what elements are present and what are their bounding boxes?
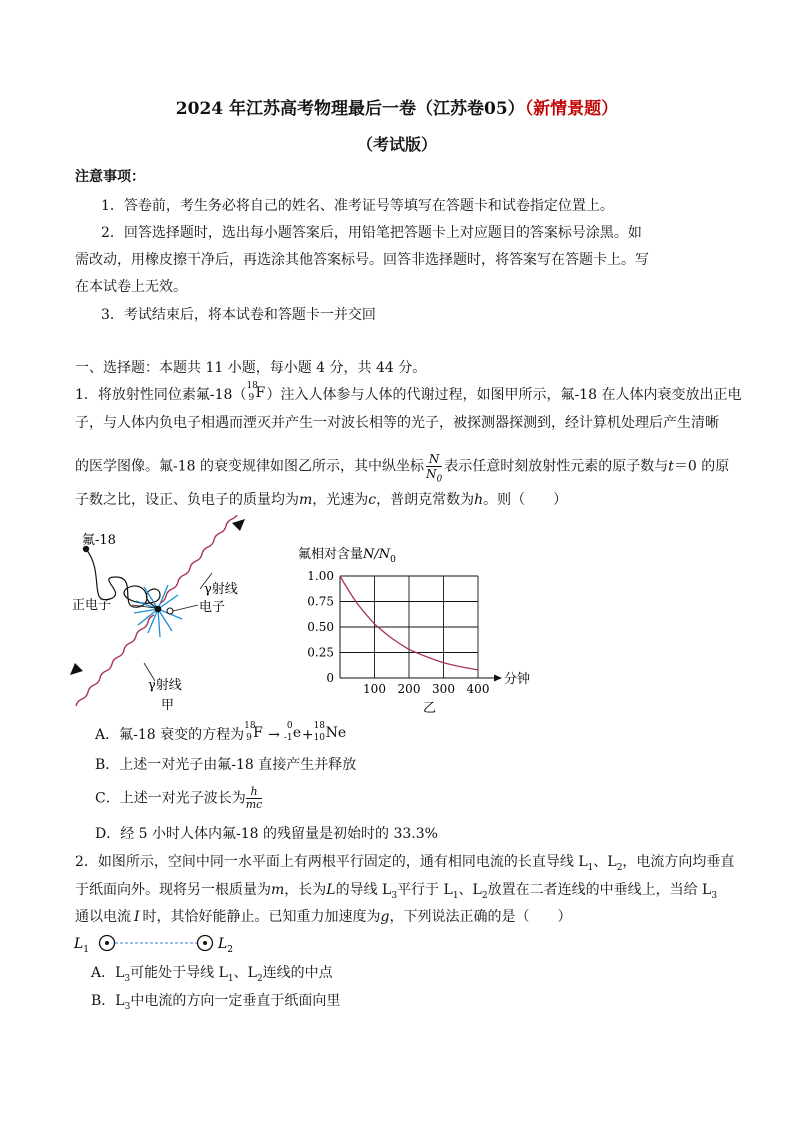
y-tick-label: 0.50 xyxy=(307,620,334,634)
q2-option-b[interactable] xyxy=(91,990,340,1010)
q2-line-2-text-f: 放置在二者连线的中垂线上，当给 L xyxy=(487,882,712,898)
label-gamma-bottom: γ射线 xyxy=(148,678,182,693)
q1-line-4-text-b: ，光速为 xyxy=(312,492,369,508)
chart-xlabel: 分钟 xyxy=(504,672,531,687)
nuclide-fluorine-eq xyxy=(244,721,264,743)
label-fluorine: 氟-18 xyxy=(82,533,116,548)
y-tick-label: 0.75 xyxy=(307,594,334,609)
nuclide-charge: -1 xyxy=(283,733,293,743)
fraction-h-over-mc xyxy=(246,786,263,811)
sub-3: 3 xyxy=(711,890,718,901)
q1-line-4-text-d: ，普朗克常数为 xyxy=(376,492,475,508)
nuclide-charge: 9 xyxy=(248,393,255,403)
sub-2: 2 xyxy=(616,862,623,873)
fraction-numerator: N xyxy=(426,452,442,467)
figure-annihilation xyxy=(60,515,280,720)
q2-option-a-text-4: 连线的中点 xyxy=(262,965,333,981)
label-l1-letter: L xyxy=(74,936,84,952)
gamma-arrow-up xyxy=(232,519,245,531)
q1-var-t: t xyxy=(668,458,674,475)
q2-line-2-text-a: 于纸面向外。现将另一根质量为 xyxy=(75,882,271,898)
wire-l1-dot xyxy=(105,941,109,945)
q1-option-c-text: C．上述一对光子波长为 xyxy=(95,790,246,807)
q1-option-a-text: A．氟-18 衰变的方程为 xyxy=(95,727,245,743)
notice-item-2-line-1: 2．回答选择题时，选出每小题答案后，用铅笔把答题卡上对应题目的答案标号涂黑。如 xyxy=(101,225,642,241)
nuclide-symbol: e xyxy=(292,725,302,741)
fraction-n-over-n0 xyxy=(426,452,443,485)
notice-item-2-line-2: 需改动，用橡皮擦干净后，再选涂其他答案标号。回答非选择题时，将答案写在答题卡上。写 xyxy=(75,252,649,268)
q2-line-2-text-b: ，长为 xyxy=(284,882,327,898)
q1-line-1 xyxy=(75,381,742,404)
fraction-denominator xyxy=(426,467,443,485)
nuclide-charge: 9 xyxy=(246,733,252,743)
nuclide-symbol: F xyxy=(255,385,266,401)
x-tick-label: 100 xyxy=(363,682,386,696)
q2-option-a[interactable] xyxy=(91,962,333,982)
notice-item-2-line-3: 在本试卷上无效。 xyxy=(75,279,187,295)
nuclide-mass: 18 xyxy=(313,721,326,731)
q2-line-2 xyxy=(75,879,717,899)
fraction-denominator-n: N xyxy=(426,467,437,481)
q2-line-1-text-b: 、L xyxy=(593,854,617,870)
label-l2-letter: L xyxy=(218,936,228,952)
label-l2 xyxy=(217,936,233,955)
q2-option-a-text-2: 可能处于导线 L xyxy=(130,965,228,981)
q1-var-c: c xyxy=(368,492,377,508)
q1-line-3-text-b: 表示任意时刻放射性元素的原子数与 xyxy=(444,458,669,475)
chart-title-prefix: 氟相对含量 xyxy=(298,547,364,562)
y-tick-label: 0 xyxy=(326,671,334,685)
q1-line-4 xyxy=(75,489,567,509)
q2-line-2-text-e: 、L xyxy=(458,882,482,898)
fraction-denominator-sub: 0 xyxy=(436,474,443,485)
nuclide-mass: 18 xyxy=(244,721,256,731)
nuclide-mass: 0 xyxy=(286,721,293,731)
q1-option-c[interactable] xyxy=(95,786,262,811)
q1-var-h: h xyxy=(474,492,484,508)
q1-var-m: m xyxy=(299,492,313,508)
chart-ticks xyxy=(307,569,489,696)
q1-line-4-text-a: 子数之比，设正、负电子的质量均为 xyxy=(75,492,299,508)
chart-title-sub: 0 xyxy=(390,555,396,565)
q1-line-1-text-a: 1．将放射性同位素氟-18（ xyxy=(75,387,247,403)
q2-option-b-text-2: 中电流的方向一定垂直于纸面向里 xyxy=(130,993,341,1009)
reaction-plus: + xyxy=(301,727,314,743)
q1-line-3 xyxy=(75,452,730,485)
q2-line-1-text-c: ，电流方向均垂直 xyxy=(622,854,735,870)
label-l2-sub: 2 xyxy=(227,945,234,955)
q2-line-3 xyxy=(75,906,572,926)
nuclide-symbol: F xyxy=(253,725,263,741)
label-electron: 电子 xyxy=(199,600,226,615)
sub-3: 3 xyxy=(124,973,131,984)
q2-line-3-text-c: ，下列说法正确的是（ ） xyxy=(389,909,572,925)
section-heading: 一、选择题：本题共 11 小题，每小题 4 分，共 44 分。 xyxy=(75,360,427,376)
notice-item-1: 1．答卷前，考生务必将自己的姓名、准考证号等填写在答题卡和试卷指定位置上。 xyxy=(101,198,614,214)
q1-option-a[interactable] xyxy=(95,721,347,744)
fraction-numerator: h xyxy=(246,786,263,799)
exam-edition: （考试版） xyxy=(356,135,437,154)
leader-electron xyxy=(173,605,198,611)
sub-1: 1 xyxy=(587,862,594,873)
q2-line-1 xyxy=(75,851,734,871)
q2-line-3-text-b: 时，其恰好能静止。已知重力加速度为 xyxy=(142,909,381,925)
label-positron: 正电子 xyxy=(72,598,112,613)
sub-3: 3 xyxy=(391,890,398,901)
sub-3: 3 xyxy=(124,1001,131,1012)
caption-jia: 甲 xyxy=(161,698,175,713)
exam-title xyxy=(0,94,794,119)
q2-var-L: L xyxy=(326,882,336,898)
gamma-arrow-down xyxy=(70,663,83,675)
x-tick-label: 200 xyxy=(397,682,421,696)
q2-var-m: m xyxy=(271,882,285,898)
y-tick-label: 1.00 xyxy=(307,569,334,583)
q2-line-2-text-d: 平行于 L xyxy=(397,882,453,898)
q1-line-1-text-b: ）注入人体参与人体的代谢过程，如图甲所示，氟-18 在人体内衰变放出正电 xyxy=(266,387,742,403)
q1-line-3-text-a: 的医学图像。氟-18 的衰变规律如图乙所示，其中纵坐标 xyxy=(75,458,424,475)
exam-title-main: 2024 年江苏高考物理最后一卷（江苏卷05） xyxy=(175,99,525,119)
x-tick-label: 400 xyxy=(466,682,490,696)
positron-dot xyxy=(155,606,162,613)
figure-wires xyxy=(72,930,242,956)
q1-option-b[interactable]: B．上述一对光子由氟-18 直接产生并释放 xyxy=(95,757,357,773)
q2-option-a-text-1: A．L xyxy=(91,965,125,981)
q1-line-4-text-e: 。则（ ） xyxy=(483,492,568,508)
nuclide-symbol: Ne xyxy=(325,725,347,741)
q1-option-d[interactable]: D．经 5 小时人体内氟-18 的残留量是初始时的 33.3% xyxy=(95,826,438,842)
sub-1: 1 xyxy=(452,890,459,901)
sub-2: 2 xyxy=(481,890,488,901)
q2-var-I: I xyxy=(134,909,140,925)
x-axis-arrow xyxy=(494,675,502,682)
sub-1: 1 xyxy=(227,973,234,984)
notice-item-3: 3．考试结束后，将本试卷和答题卡一并交回 xyxy=(101,307,376,323)
sub-2: 2 xyxy=(256,973,263,984)
chart-title xyxy=(298,546,396,565)
exam-title-highlight: （新情景题） xyxy=(524,99,619,119)
chart-title-ratio: N/N xyxy=(363,547,391,562)
decay-chart xyxy=(290,540,550,720)
q2-option-a-text-3: 、L xyxy=(233,965,257,981)
chart-caption: 乙 xyxy=(423,701,437,716)
label-l1-sub: 1 xyxy=(83,945,90,955)
q2-line-1-text-a: 2．如图所示，空间中同一水平面上有两根平行固定的，通有相同电流的长直导线 L xyxy=(75,854,588,870)
electron-circle xyxy=(167,608,173,614)
y-tick-label: 0.25 xyxy=(307,645,334,660)
fraction-denominator: mc xyxy=(245,798,263,811)
q1-line-3-text-c: ＝0 的原 xyxy=(673,458,730,475)
nuclide-fluorine xyxy=(246,381,266,403)
nuclide-positron xyxy=(283,721,302,743)
chart-grid xyxy=(340,576,478,678)
q2-line-2-text-c: 的导线 L xyxy=(335,882,392,898)
gamma-ray-down xyxy=(76,615,154,706)
q2-line-3-text-a: 通以电流 xyxy=(75,909,131,925)
wire-l2-dot xyxy=(203,941,207,945)
q1-line-2: 子，与人体内负电子相遇而湮灭并产生一对波长相等的光子，被探测器探测到，经计算机处理后产生清晰 xyxy=(75,415,719,431)
x-tick-label: 300 xyxy=(432,682,455,696)
label-l1 xyxy=(73,936,89,955)
nuclide-charge: 10 xyxy=(313,733,326,743)
nuclide-mass: 18 xyxy=(246,381,258,391)
reaction-arrow: → xyxy=(268,727,280,743)
label-gamma-top: γ射线 xyxy=(204,582,238,597)
nuclide-neon xyxy=(313,721,347,743)
q2-option-b-text-1: B．L xyxy=(91,993,125,1009)
q2-var-g: g xyxy=(380,909,390,925)
notice-heading: 注意事项： xyxy=(75,169,145,185)
